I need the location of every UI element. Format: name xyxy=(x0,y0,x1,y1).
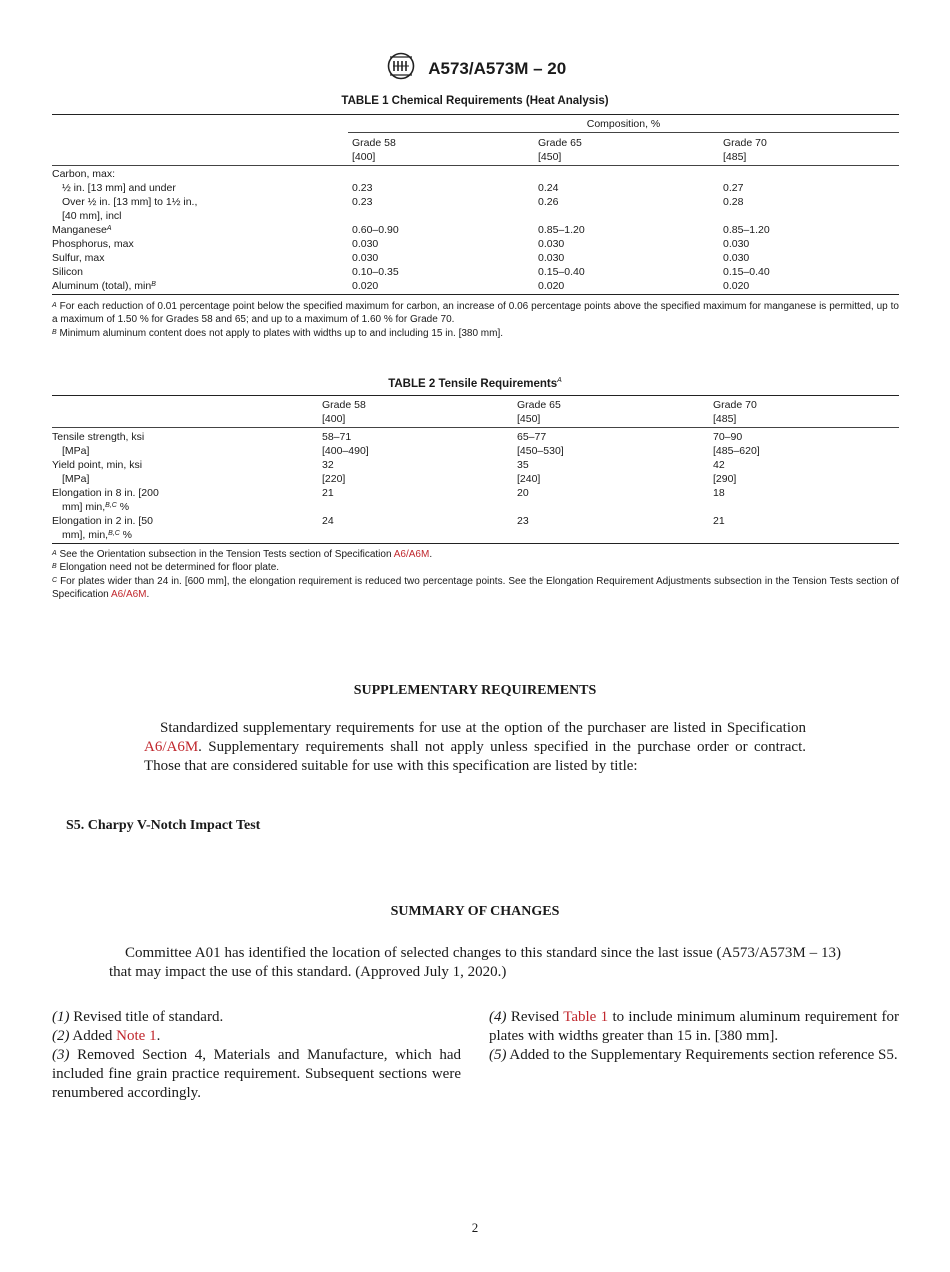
table-cell: [240] xyxy=(517,473,541,485)
table1-col-header: Grade 58 xyxy=(352,137,396,149)
table1-col-header: [450] xyxy=(538,151,562,163)
row-label: Silicon xyxy=(52,266,83,278)
table2-footnote: $^C$ For plates wider than 24 in. [600 mm], the elongation requirement is reduced two percentage points. See the Elongation Requirement Adjustments subsection in the Tension Tests section of Specification A6/A6M. xyxy=(52,576,900,600)
supplementary-heading: SUPPLEMENTARY REQUIREMENTS xyxy=(353,683,597,698)
table-cell: 0.28 xyxy=(723,196,744,208)
summary-intro: Committee A01 has identified the location of selected changes to this standard since the last issue (A573/A573M – 13) that may impact the use of this standard. (Approved July 1, 2020.) xyxy=(109,945,841,980)
row-label: Carbon, max: xyxy=(52,168,116,180)
table-cell: 18 xyxy=(713,487,725,499)
table2-footnote: $^B$ Elongation need not be determined for floor plate. xyxy=(52,562,280,573)
table-cell: 0.030 xyxy=(723,238,750,250)
table-cell: 21 xyxy=(713,515,725,527)
table-cell: 23 xyxy=(517,515,529,527)
row-label: mm], min,$^{B,C}$ % xyxy=(62,529,133,541)
row-label: Over ½ in. [13 mm] to 1½ in., xyxy=(62,196,198,208)
row-label: Yield point, min, ksi xyxy=(52,459,143,471)
row-label: [40 mm], incl xyxy=(62,210,122,222)
table2-col-header: Grade 70 xyxy=(713,399,757,411)
summary-left-column xyxy=(52,1008,461,1103)
s5-title: S5. Charpy V-Notch Impact Test xyxy=(66,818,261,833)
table1-group-header: Composition, % xyxy=(586,118,661,130)
summary-item: (3) Removed Section 4, Materials and Manufacture, which had included fine grain practice requirement. Subsequent sections were renumbered accordingly. xyxy=(52,1047,461,1101)
table-cell: 0.030 xyxy=(538,252,565,264)
summary-item: (5) Added to the Supplementary Requirements section reference S5. xyxy=(489,1047,898,1063)
row-label: ½ in. [13 mm] and under xyxy=(62,182,176,194)
table-cell: 0.15–0.40 xyxy=(723,266,770,278)
table-cell: 0.030 xyxy=(723,252,750,264)
table-cell: 0.15–0.40 xyxy=(538,266,585,278)
document-id: A573/A573M – 20 xyxy=(428,58,567,78)
row-label: mm] min,$^{B,C}$ % xyxy=(62,501,130,513)
row-label: Sulfur, max xyxy=(52,252,105,264)
table-cell: 0.26 xyxy=(538,196,559,208)
summary-item: (2) Added Note 1. xyxy=(52,1028,161,1044)
table-cell: 0.85–1.20 xyxy=(538,224,585,236)
table-cell: 0.23 xyxy=(352,196,373,208)
table-cell: 0.60–0.90 xyxy=(352,224,399,236)
row-label: Elongation in 2 in. [50 xyxy=(52,515,153,527)
table-cell: 0.020 xyxy=(352,280,379,292)
astm-logo xyxy=(384,52,418,85)
page-header xyxy=(0,52,950,85)
table-cell: 0.10–0.35 xyxy=(352,266,399,278)
table-cell: 21 xyxy=(322,487,334,499)
supplementary-paragraph: Standardized supplementary requirements for use at the option of the purchaser are listed in Specification A6/A6M. Supplementary requirements shall not apply unless specified in the purchase order or contract. Those that are considered suitable for use with this specification are listed by title: xyxy=(144,720,806,774)
spec-link[interactable]: A6/A6M xyxy=(393,549,430,560)
table-cell: 20 xyxy=(517,487,529,499)
row-label: Tensile strength, ksi xyxy=(52,431,145,443)
row-label: Phosphorus, max xyxy=(52,238,134,250)
row-label: Manganese$^A$ xyxy=(52,224,112,236)
table-cell: [220] xyxy=(322,473,346,485)
table2-col-header: [450] xyxy=(517,413,541,425)
table-cell: 0.23 xyxy=(352,182,373,194)
table2-col-header: Grade 58 xyxy=(322,399,366,411)
row-label: [MPa] xyxy=(62,445,90,457)
table-cell: 65–77 xyxy=(517,431,547,443)
table1-caption: TABLE 1 Chemical Requirements (Heat Analysis) xyxy=(341,95,609,107)
table-cell: [290] xyxy=(713,473,737,485)
table1-col-header: [400] xyxy=(352,151,376,163)
table1-col-header: Grade 70 xyxy=(723,137,767,149)
table1-col-header: [485] xyxy=(723,151,747,163)
table-cell: 24 xyxy=(322,515,334,527)
table-cell: [450–530] xyxy=(517,445,564,457)
table-cell: [400–490] xyxy=(322,445,369,457)
spec-link[interactable]: A6/A6M xyxy=(110,589,147,600)
table-cell: 0.27 xyxy=(723,182,744,194)
row-label: Elongation in 8 in. [200 xyxy=(52,487,159,499)
table-cell: 0.030 xyxy=(352,252,379,264)
table-cell: 0.020 xyxy=(723,280,750,292)
table1-footnote: $^B$ Minimum aluminum content does not apply to plates with widths up to and including 15 in. [380 mm]. xyxy=(52,328,504,339)
table2-footnote: $^A$ See the Orientation subsection in the Tension Tests section of Specification A6/A6M. xyxy=(52,549,433,560)
table-cell: 32 xyxy=(322,459,334,471)
table2-caption: TABLE 2 Tensile Requirements$^A$ xyxy=(388,377,562,390)
table-cell: 0.030 xyxy=(352,238,379,250)
spec-link[interactable]: A6/A6M xyxy=(144,739,199,755)
summary-right-column xyxy=(489,1008,899,1065)
table2-col-header: [400] xyxy=(322,413,346,425)
table-cell: 0.030 xyxy=(538,238,565,250)
table1-footnote: $^A$ For each reduction of 0.01 percentage point below the specified maximum for carbon, an increase of 0.06 percentage points above the specified maximum for manganese is permitted, up to a maximum of 1.50 % for Grades 58 and 65; and up to a maximum of 1.60 % for Grade 70. xyxy=(52,301,899,325)
summary-item: (1) Revised title of standard. xyxy=(52,1009,224,1025)
table-cell: 58–71 xyxy=(322,431,352,443)
table-cell: 0.020 xyxy=(538,280,565,292)
table-link[interactable]: Table 1 xyxy=(563,1009,609,1025)
summary-item: (4) Revised Table 1 to include minimum aluminum requirement for plates with widths greater than 15 in. [380 mm]. xyxy=(489,1009,899,1044)
table-cell: 0.85–1.20 xyxy=(723,224,770,236)
table-cell: 0.24 xyxy=(538,182,559,194)
table2-col-header: Grade 65 xyxy=(517,399,561,411)
table-cell: [485–620] xyxy=(713,445,760,457)
table-cell: 70–90 xyxy=(713,431,743,443)
row-label: [MPa] xyxy=(62,473,90,485)
table-cell: 35 xyxy=(517,459,529,471)
table2-col-header: [485] xyxy=(713,413,737,425)
page-number: 2 xyxy=(471,1220,479,1235)
note-link[interactable]: Note 1 xyxy=(116,1028,157,1044)
table-cell: 42 xyxy=(713,459,725,471)
row-label: Aluminum (total), min$^B$ xyxy=(52,280,156,292)
summary-heading: SUMMARY OF CHANGES xyxy=(390,904,560,919)
table1-col-header: Grade 65 xyxy=(538,137,582,149)
